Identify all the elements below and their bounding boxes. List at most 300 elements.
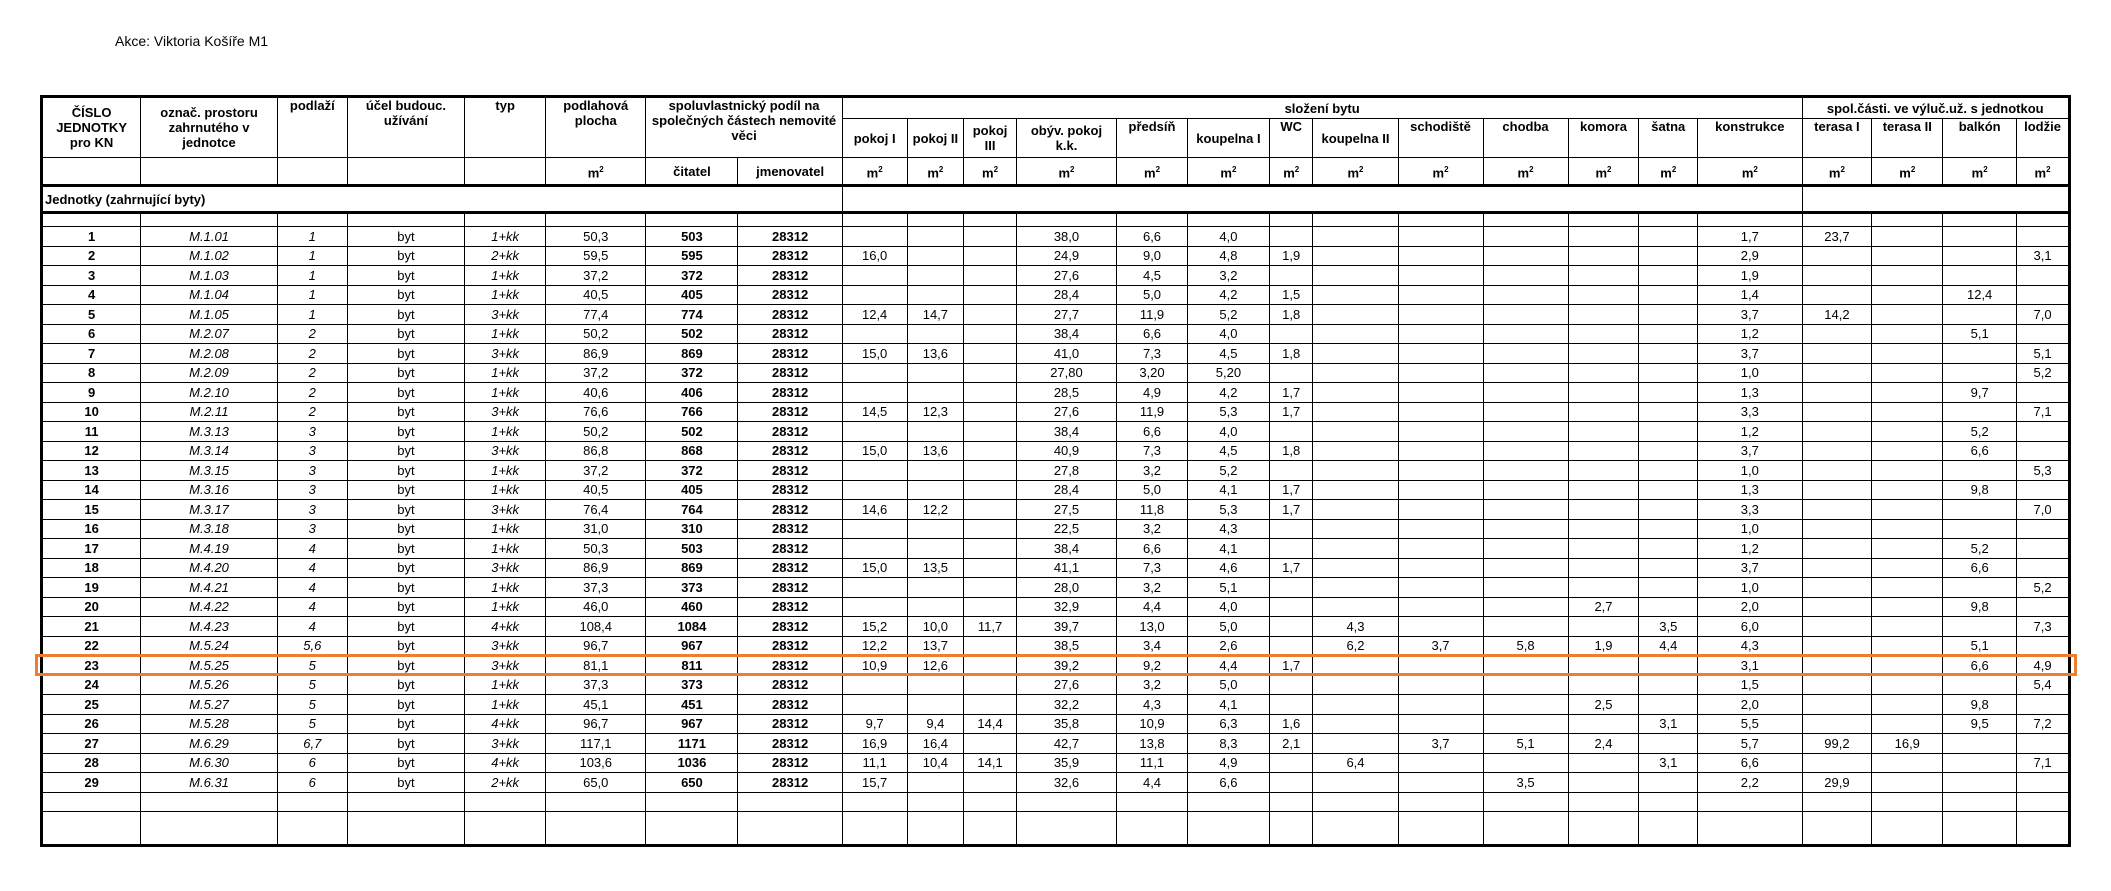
- cell-prostor: M.1.05: [141, 305, 278, 325]
- cell-terasa2: [1872, 480, 1943, 500]
- cell-schodiste: [1398, 617, 1483, 637]
- cell-pokoj1: [842, 285, 907, 305]
- cell-pokoj3: [964, 266, 1017, 286]
- cell-pokoj3: [964, 734, 1017, 754]
- cell-jmen: 28312: [738, 773, 842, 793]
- cell-typ: 1+kk: [465, 578, 546, 598]
- cell-ucel: byt: [347, 227, 464, 247]
- cell-satna: [1639, 695, 1698, 715]
- cell-chodba: [1483, 519, 1568, 539]
- cell-predsin: 6,6: [1117, 324, 1188, 344]
- cell-ucel: byt: [347, 734, 464, 754]
- cell-citatel: 406: [646, 383, 738, 403]
- cell-satna: [1639, 422, 1698, 442]
- cell-pokoj3: [964, 695, 1017, 715]
- cell-satna: [1639, 344, 1698, 364]
- cell-prostor: M.2.08: [141, 344, 278, 364]
- table-row: [42, 636, 2070, 656]
- cell-ucel: byt: [347, 714, 464, 734]
- table-row: [42, 656, 2070, 676]
- cell-schodiste: [1398, 675, 1483, 695]
- cell-balkon: 9,5: [1943, 714, 2017, 734]
- cell-komora: [1568, 461, 1639, 481]
- cell-predsin: 3,2: [1117, 519, 1188, 539]
- cell-predsin: 3,2: [1117, 578, 1188, 598]
- cell-schodiste: [1398, 461, 1483, 481]
- cell-pokoj2: 9,4: [907, 714, 964, 734]
- cell-pokoj1: [842, 266, 907, 286]
- cell-terasa1: [1802, 324, 1872, 344]
- cell-obyv: 28,4: [1016, 285, 1116, 305]
- cell-satna: [1639, 500, 1698, 520]
- cell-konstrukce: 1,0: [1698, 461, 1802, 481]
- table-row: [42, 383, 2070, 403]
- cell-chodba: [1483, 539, 1568, 559]
- cell-pokoj1: 11,1: [842, 753, 907, 773]
- cell-ucel: byt: [347, 441, 464, 461]
- table-row: [42, 539, 2070, 559]
- cell-komora: [1568, 246, 1639, 266]
- cell-citatel: 869: [646, 558, 738, 578]
- unit-m2: $m^2$: [1016, 158, 1116, 186]
- cell-plocha: 81,1: [546, 656, 646, 676]
- header-schodiste: schodiště: [1398, 119, 1483, 158]
- cell-schodiste: [1398, 324, 1483, 344]
- cell-pokoj1: [842, 461, 907, 481]
- cell-obyv: 22,5: [1016, 519, 1116, 539]
- cell-obyv: 27,80: [1016, 363, 1116, 383]
- cell-pokoj1: 10,9: [842, 656, 907, 676]
- cell-schodiste: [1398, 246, 1483, 266]
- table-row: [42, 480, 2070, 500]
- unit-m2: $m^2$: [964, 158, 1017, 186]
- cell-pokoj2: 13,6: [907, 441, 964, 461]
- cell-koupelna1: 5,20: [1187, 363, 1269, 383]
- cell-schodiste: [1398, 558, 1483, 578]
- cell-satna: [1639, 773, 1698, 793]
- header-koupelna2: koupelna II: [1313, 119, 1398, 158]
- cell-plocha: 96,7: [546, 714, 646, 734]
- cell-schodiste: [1398, 227, 1483, 247]
- cell-balkon: 5,1: [1943, 636, 2017, 656]
- cell-ucel: byt: [347, 675, 464, 695]
- cell-citatel: 502: [646, 324, 738, 344]
- cell-balkon: [1943, 363, 2017, 383]
- header-koupelna1: koupelna I: [1187, 119, 1269, 158]
- cell-obyv: 27,7: [1016, 305, 1116, 325]
- cell-lodzie: [2017, 441, 2070, 461]
- cell-wc: 1,6: [1269, 714, 1313, 734]
- cell-prostor: M.4.19: [141, 539, 278, 559]
- cell-koupelna1: 4,0: [1187, 597, 1269, 617]
- cell-citatel: 811: [646, 656, 738, 676]
- cell-jmen: 28312: [738, 675, 842, 695]
- cell-lodzie: [2017, 285, 2070, 305]
- cell-pokoj3: [964, 558, 1017, 578]
- cell-no: 11: [42, 422, 141, 442]
- cell-terasa1: 14,2: [1802, 305, 1872, 325]
- cell-lodzie: 5,2: [2017, 578, 2070, 598]
- cell-schodiste: [1398, 519, 1483, 539]
- cell-ucel: byt: [347, 246, 464, 266]
- cell-koupelna1: 4,0: [1187, 227, 1269, 247]
- cell-komora: [1568, 363, 1639, 383]
- table-row: [42, 500, 2070, 520]
- cell-no: 9: [42, 383, 141, 403]
- cell-balkon: 9,8: [1943, 695, 2017, 715]
- cell-no: 29: [42, 773, 141, 793]
- cell-typ: 1+kk: [465, 597, 546, 617]
- header-pokoj2: pokoj II: [907, 119, 964, 158]
- cell-pokoj2: [907, 539, 964, 559]
- cell-no: 13: [42, 461, 141, 481]
- section-label: Jednotky (zahrnující byty): [42, 186, 843, 213]
- cell-terasa2: [1872, 227, 1943, 247]
- cell-pokoj3: [964, 461, 1017, 481]
- cell-konstrukce: 3,3: [1698, 500, 1802, 520]
- cell-koupelna1: 4,2: [1187, 285, 1269, 305]
- cell-citatel: 372: [646, 363, 738, 383]
- cell-pokoj1: 16,9: [842, 734, 907, 754]
- cell-komora: 2,7: [1568, 597, 1639, 617]
- table-row: [42, 558, 2070, 578]
- cell-no: 3: [42, 266, 141, 286]
- cell-obyv: 39,2: [1016, 656, 1116, 676]
- cell-satna: [1639, 324, 1698, 344]
- cell-predsin: 11,9: [1117, 402, 1188, 422]
- cell-terasa2: [1872, 305, 1943, 325]
- cell-komora: [1568, 227, 1639, 247]
- cell-typ: 1+kk: [465, 383, 546, 403]
- cell-podlazi: 6: [277, 773, 347, 793]
- cell-konstrukce: 1,5: [1698, 675, 1802, 695]
- cell-lodzie: [2017, 695, 2070, 715]
- header-ucel: účel budouc. užívání: [347, 97, 464, 158]
- cell-koupelna2: [1313, 578, 1398, 598]
- cell-pokoj2: [907, 422, 964, 442]
- unit-m2: $m^2$: [1117, 158, 1188, 186]
- cell-wc: 1,8: [1269, 305, 1313, 325]
- cell-predsin: 4,4: [1117, 773, 1188, 793]
- cell-satna: [1639, 266, 1698, 286]
- cell-podlazi: 3: [277, 422, 347, 442]
- cell-balkon: [1943, 519, 2017, 539]
- table-row: [42, 305, 2070, 325]
- cell-citatel: 766: [646, 402, 738, 422]
- cell-pokoj3: 14,4: [964, 714, 1017, 734]
- cell-jmen: 28312: [738, 636, 842, 656]
- cell-terasa1: [1802, 656, 1872, 676]
- cell-lodzie: [2017, 383, 2070, 403]
- cell-prostor: M.5.27: [141, 695, 278, 715]
- cell-komora: [1568, 285, 1639, 305]
- cell-koupelna2: [1313, 656, 1398, 676]
- cell-no: 14: [42, 480, 141, 500]
- cell-citatel: 373: [646, 675, 738, 695]
- cell-ucel: byt: [347, 617, 464, 637]
- cell-koupelna1: 4,4: [1187, 656, 1269, 676]
- cell-pokoj2: [907, 695, 964, 715]
- cell-typ: 1+kk: [465, 480, 546, 500]
- cell-wc: 1,7: [1269, 558, 1313, 578]
- cell-wc: 1,7: [1269, 480, 1313, 500]
- cell-predsin: 10,9: [1117, 714, 1188, 734]
- cell-koupelna2: [1313, 441, 1398, 461]
- cell-wc: [1269, 597, 1313, 617]
- cell-balkon: 5,2: [1943, 539, 2017, 559]
- unit-m2: $m^2$: [1187, 158, 1269, 186]
- cell-koupelna1: 4,1: [1187, 695, 1269, 715]
- cell-podlazi: 5,6: [277, 636, 347, 656]
- cell-typ: 3+kk: [465, 402, 546, 422]
- cell-satna: [1639, 227, 1698, 247]
- cell-chodba: 5,8: [1483, 636, 1568, 656]
- cell-plocha: 37,2: [546, 266, 646, 286]
- cell-podlazi: 1: [277, 246, 347, 266]
- cell-podlazi: 1: [277, 285, 347, 305]
- units-empty-cell: [347, 158, 464, 186]
- table-row: [42, 461, 2070, 481]
- cell-ucel: byt: [347, 656, 464, 676]
- cell-ucel: byt: [347, 578, 464, 598]
- cell-obyv: 28,5: [1016, 383, 1116, 403]
- cell-no: 17: [42, 539, 141, 559]
- cell-balkon: 5,2: [1943, 422, 2017, 442]
- cell-plocha: 86,9: [546, 344, 646, 364]
- cell-obyv: 28,0: [1016, 578, 1116, 598]
- cell-pokoj3: [964, 597, 1017, 617]
- cell-pokoj1: [842, 539, 907, 559]
- cell-obyv: 24,9: [1016, 246, 1116, 266]
- cell-satna: 3,1: [1639, 753, 1698, 773]
- cell-podlazi: 5: [277, 656, 347, 676]
- cell-obyv: 35,9: [1016, 753, 1116, 773]
- cell-satna: [1639, 402, 1698, 422]
- cell-citatel: 764: [646, 500, 738, 520]
- cell-schodiste: [1398, 305, 1483, 325]
- cell-obyv: 42,7: [1016, 734, 1116, 754]
- cell-balkon: [1943, 461, 2017, 481]
- cell-jmen: 28312: [738, 441, 842, 461]
- cell-pokoj2: 10,4: [907, 753, 964, 773]
- cell-predsin: 9,2: [1117, 656, 1188, 676]
- cell-no: 15: [42, 500, 141, 520]
- cell-satna: [1639, 441, 1698, 461]
- cell-pokoj1: [842, 578, 907, 598]
- cell-lodzie: 7,3: [2017, 617, 2070, 637]
- cell-obyv: 38,4: [1016, 422, 1116, 442]
- cell-komora: [1568, 773, 1639, 793]
- cell-pokoj3: 14,1: [964, 753, 1017, 773]
- cell-jmen: 28312: [738, 695, 842, 715]
- cell-pokoj2: [907, 266, 964, 286]
- cell-koupelna2: [1313, 285, 1398, 305]
- cell-wc: [1269, 519, 1313, 539]
- unit-m2: $m^2$: [842, 158, 907, 186]
- cell-obyv: 27,6: [1016, 402, 1116, 422]
- cell-konstrukce: 1,2: [1698, 422, 1802, 442]
- table-row: [42, 773, 2070, 793]
- unit-m2: $m^2$: [1639, 158, 1698, 186]
- cell-pokoj2: [907, 285, 964, 305]
- cell-pokoj1: 15,0: [842, 344, 907, 364]
- cell-plocha: 50,2: [546, 422, 646, 442]
- cell-koupelna2: [1313, 461, 1398, 481]
- cell-obyv: 41,1: [1016, 558, 1116, 578]
- cell-pokoj3: [964, 441, 1017, 461]
- cell-obyv: 38,5: [1016, 636, 1116, 656]
- cell-podlazi: 4: [277, 558, 347, 578]
- cell-jmen: 28312: [738, 305, 842, 325]
- cell-typ: 3+kk: [465, 636, 546, 656]
- cell-prostor: M.5.24: [141, 636, 278, 656]
- cell-typ: 3+kk: [465, 656, 546, 676]
- units-empty-cell: [465, 158, 546, 186]
- cell-podlazi: 3: [277, 461, 347, 481]
- cell-ucel: byt: [347, 305, 464, 325]
- cell-konstrukce: 1,9: [1698, 266, 1802, 286]
- cell-koupelna2: [1313, 363, 1398, 383]
- cell-chodba: [1483, 675, 1568, 695]
- cell-predsin: 4,4: [1117, 597, 1188, 617]
- unit-m2: $m^2$: [1872, 158, 1943, 186]
- cell-lodzie: [2017, 539, 2070, 559]
- cell-pokoj1: 15,0: [842, 441, 907, 461]
- cell-predsin: 3,4: [1117, 636, 1188, 656]
- cell-ucel: byt: [347, 422, 464, 442]
- units-table: [40, 95, 2071, 847]
- cell-konstrukce: 3,3: [1698, 402, 1802, 422]
- table-row: [42, 402, 2070, 422]
- cell-pokoj3: [964, 285, 1017, 305]
- cell-wc: [1269, 266, 1313, 286]
- cell-satna: [1639, 363, 1698, 383]
- cell-citatel: 503: [646, 539, 738, 559]
- cell-podlazi: 2: [277, 324, 347, 344]
- cell-schodiste: [1398, 695, 1483, 715]
- cell-prostor: M.3.17: [141, 500, 278, 520]
- cell-prostor: M.2.07: [141, 324, 278, 344]
- cell-pokoj1: [842, 519, 907, 539]
- cell-podlazi: 4: [277, 539, 347, 559]
- cell-koupelna2: [1313, 480, 1398, 500]
- cell-lodzie: 4,9: [2017, 656, 2070, 676]
- cell-no: 1: [42, 227, 141, 247]
- cell-plocha: 50,2: [546, 324, 646, 344]
- cell-koupelna1: 5,2: [1187, 461, 1269, 481]
- cell-plocha: 103,6: [546, 753, 646, 773]
- cell-no: 20: [42, 597, 141, 617]
- header-podil: spoluvlastnický podíl na společných částech nemovité věci: [646, 97, 842, 158]
- cell-jmen: 28312: [738, 363, 842, 383]
- cell-terasa1: 29,9: [1802, 773, 1872, 793]
- cell-terasa2: 16,9: [1872, 734, 1943, 754]
- cell-plocha: 45,1: [546, 695, 646, 715]
- cell-terasa2: [1872, 422, 1943, 442]
- cell-prostor: M.5.28: [141, 714, 278, 734]
- cell-lodzie: 5,1: [2017, 344, 2070, 364]
- cell-konstrukce: 3,7: [1698, 558, 1802, 578]
- cell-no: 4: [42, 285, 141, 305]
- cell-obyv: 32,9: [1016, 597, 1116, 617]
- cell-konstrukce: 1,4: [1698, 285, 1802, 305]
- cell-balkon: [1943, 266, 2017, 286]
- cell-schodiste: [1398, 285, 1483, 305]
- cell-ucel: byt: [347, 383, 464, 403]
- unit-m2: $m^2$: [1313, 158, 1398, 186]
- cell-ucel: byt: [347, 636, 464, 656]
- cell-chodba: [1483, 714, 1568, 734]
- table-row: [42, 422, 2070, 442]
- cell-no: 26: [42, 714, 141, 734]
- cell-pokoj1: [842, 480, 907, 500]
- unit-m2: $m^2$: [1802, 158, 1872, 186]
- cell-pokoj2: 16,4: [907, 734, 964, 754]
- cell-lodzie: [2017, 519, 2070, 539]
- cell-pokoj2: 13,6: [907, 344, 964, 364]
- cell-koupelna1: 4,6: [1187, 558, 1269, 578]
- cell-pokoj2: 12,2: [907, 500, 964, 520]
- cell-pokoj2: [907, 519, 964, 539]
- cell-obyv: 27,8: [1016, 461, 1116, 481]
- cell-terasa1: [1802, 558, 1872, 578]
- cell-obyv: 27,6: [1016, 266, 1116, 286]
- cell-jmen: 28312: [738, 500, 842, 520]
- cell-citatel: 774: [646, 305, 738, 325]
- cell-terasa2: [1872, 714, 1943, 734]
- table-row: [42, 519, 2070, 539]
- cell-terasa2: [1872, 617, 1943, 637]
- cell-typ: 3+kk: [465, 558, 546, 578]
- cell-prostor: M.4.20: [141, 558, 278, 578]
- cell-konstrukce: 5,7: [1698, 734, 1802, 754]
- cell-pokoj2: 14,7: [907, 305, 964, 325]
- cell-pokoj3: [964, 363, 1017, 383]
- cell-jmen: 28312: [738, 383, 842, 403]
- cell-pokoj3: [964, 500, 1017, 520]
- cell-konstrukce: 3,7: [1698, 441, 1802, 461]
- unit-m2: $m^2$: [1269, 158, 1313, 186]
- unit-m2: $m^2$: [546, 158, 646, 186]
- cell-schodiste: 3,7: [1398, 636, 1483, 656]
- cell-pokoj1: [842, 422, 907, 442]
- header-balkon: balkón: [1943, 119, 2017, 158]
- cell-terasa1: [1802, 636, 1872, 656]
- cell-pokoj3: [964, 636, 1017, 656]
- cell-schodiste: [1398, 539, 1483, 559]
- cell-jmen: 28312: [738, 734, 842, 754]
- cell-jmen: 28312: [738, 617, 842, 637]
- cell-terasa2: [1872, 402, 1943, 422]
- cell-koupelna1: 5,1: [1187, 578, 1269, 598]
- cell-lodzie: 5,4: [2017, 675, 2070, 695]
- cell-plocha: 50,3: [546, 539, 646, 559]
- cell-typ: 4+kk: [465, 617, 546, 637]
- header-slozeni: složení bytu: [842, 97, 1802, 119]
- table-row: [42, 285, 2070, 305]
- cell-predsin: 11,9: [1117, 305, 1188, 325]
- cell-chodba: [1483, 227, 1568, 247]
- cell-satna: [1639, 558, 1698, 578]
- cell-podlazi: 3: [277, 441, 347, 461]
- cell-satna: [1639, 539, 1698, 559]
- cell-ucel: byt: [347, 480, 464, 500]
- cell-obyv: 27,5: [1016, 500, 1116, 520]
- cell-lodzie: [2017, 480, 2070, 500]
- cell-konstrukce: 1,0: [1698, 519, 1802, 539]
- cell-terasa1: 99,2: [1802, 734, 1872, 754]
- cell-no: 16: [42, 519, 141, 539]
